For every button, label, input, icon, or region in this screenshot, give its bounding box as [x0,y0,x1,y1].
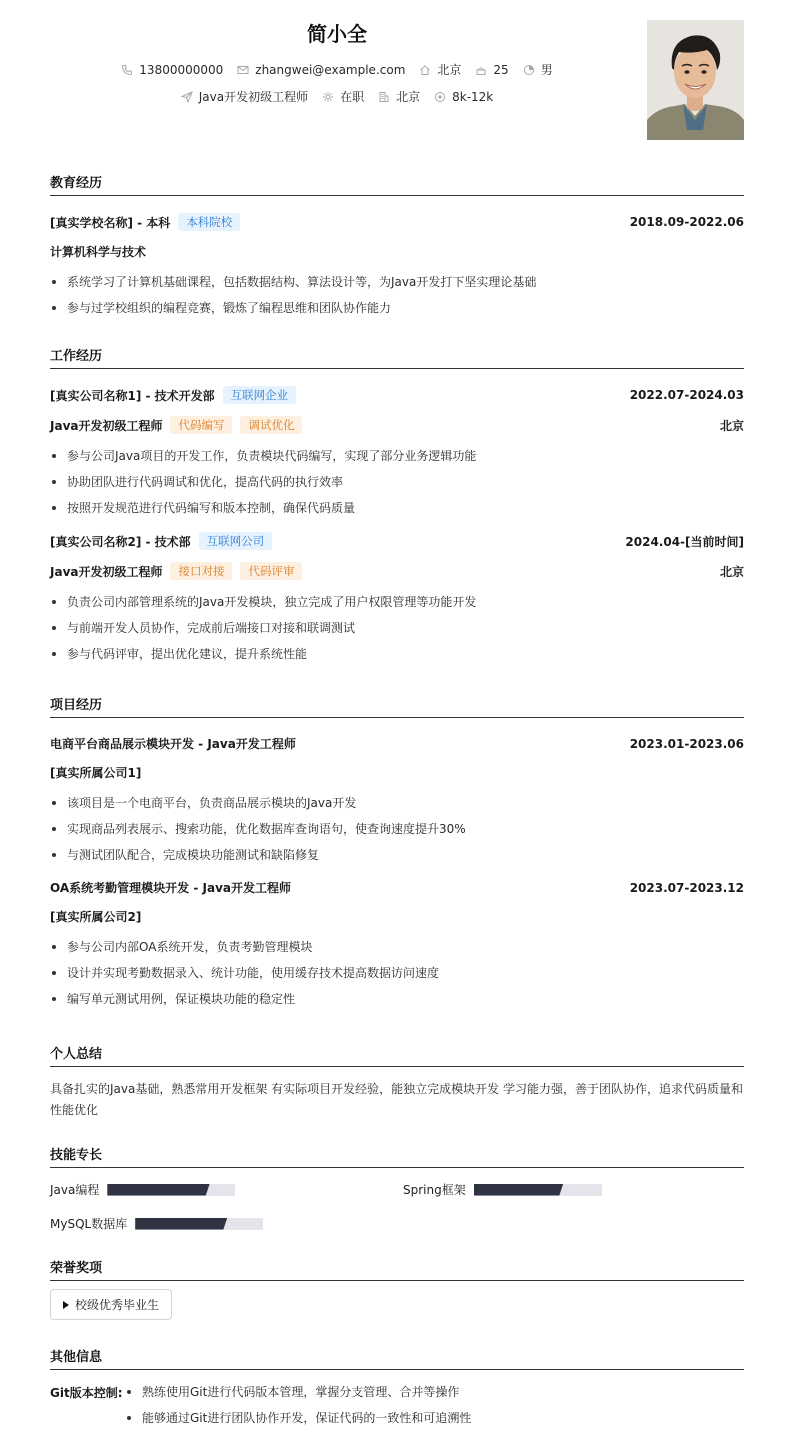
list-item: 能够通过Git进行团队协作开发，保证代码的一致性和可追溯性 [125,1410,744,1436]
work-bullets [50,594,744,672]
other-label: Git版本控制: [50,1386,123,1400]
skill-level-bar [107,1184,235,1196]
award-item[interactable] [50,1289,172,1320]
salary-info [434,90,493,104]
list-item: 按照开发规范进行代码编写和版本控制，确保代码质量 [50,500,744,526]
school-tag: 本科院校 [178,213,240,231]
list-item: 系统学习了计算机基础课程，包括数据结构、算法设计等，为Java开发打下坚实理论基础 [50,274,744,300]
list-item: 熟练使用Git进行代码版本管理，掌握分支管理、合并等操作 [125,1384,744,1410]
city-info [419,61,461,78]
skill-name: MySQL数据库 [50,1217,128,1231]
summary-text: 具备扎实的Java基础，熟悉常用开发框架 有实际项目开发经验，能独立完成模块开发 学习能力强，善于团队协作，追求代码质量和性能优化 [50,1082,743,1117]
skill-name: Java编程 [50,1183,100,1197]
company-tag: 互联网企业 [223,386,297,404]
status-info [322,88,364,105]
other-title: 其他信息 [50,1346,744,1370]
list-item: 参与代码评审，提出优化建议，提升系统性能 [50,646,744,672]
skill-tag: 接口对接 [170,562,232,580]
skill-item [50,1181,235,1198]
skill-tag: 代码编写 [170,416,232,434]
summary-section [50,1043,744,1121]
award-name: 校级优秀毕业生 [75,1298,160,1312]
work-location: 北京 [719,564,744,579]
job-text: Java开发初级工程师 [198,90,309,104]
skill-tag: 代码评审 [240,562,302,580]
project-name: OA系统考勤管理模块开发 - Java开发工程师 [50,881,291,895]
project-date: 2023.07-2023.12 [629,880,744,895]
skills-title: 技能专长 [50,1144,744,1168]
job-info [181,88,308,105]
list-item: 编写单元测试用例，保证模块功能的稳定性 [50,991,744,1017]
education-title: 教育经历 [50,172,744,196]
home-icon [419,64,431,76]
school-name: [真实学校名称] - 本科 [50,215,171,230]
age-info [475,63,508,77]
list-item: 该项目是一个电商平台，负责商品展示模块的Java开发 [50,795,744,821]
education-bullets [50,274,744,326]
list-item: 负责公司内部管理系统的Java开发模块，独立完成了用户权限管理等功能开发 [50,594,744,620]
other-section [50,1346,744,1441]
work-title: 工作经历 [50,345,744,369]
cake-icon [475,64,487,76]
list-item: 与测试团队配合，完成模块功能测试和缺陷修复 [50,847,744,873]
skill-level-fill [135,1218,227,1230]
honors-section [50,1257,744,1327]
education-date: 2018.09-2022.06 [629,215,744,229]
coin-icon [434,91,446,103]
project-company: [真实所属公司2] [50,910,142,924]
mail-icon [237,64,249,76]
skill-level-fill [474,1184,564,1196]
project-company: [真实所属公司1] [50,766,142,780]
education-row [50,213,744,231]
list-item: 实现商品列表展示、搜索功能，优化数据库查询语句，使查询速度提升30% [50,821,744,847]
status-text: 在职 [340,90,365,104]
list-item: 参与公司Java项目的开发工作，负责模块代码编写，实现了部分业务逻辑功能 [50,448,744,474]
building-icon [378,91,390,103]
work-role-row [50,416,744,434]
role-name: Java开发初级工程师 [50,564,163,579]
project-company-row [50,764,744,781]
gender-text: 男 [540,63,553,77]
phone-info [121,63,223,77]
work-role-row [50,562,744,580]
contact-row [50,61,624,78]
skill-level-bar [474,1184,602,1196]
gender-info [523,61,553,78]
candidate-name: 简小全 [307,22,367,46]
target-city-text: 北京 [396,90,421,104]
project-row [50,879,744,896]
list-item: 参与公司内部OA系统开发，负责考勤管理模块 [50,939,744,965]
skill-item [403,1181,602,1198]
project-company-row [50,908,744,925]
work-section [50,345,744,672]
project-bullets [50,939,744,1017]
company-name: [真实公司名称1] - 技术开发部 [50,388,215,403]
project-bullets [50,795,744,873]
project-name: 电商平台商品展示模块开发 - Java开发工程师 [50,737,296,751]
major-row [50,243,744,260]
company-name: [真实公司名称2] - 技术部 [50,534,191,549]
skill-item [50,1215,263,1232]
work-bullets [50,448,744,526]
work-date: 2022.07-2024.03 [629,388,744,402]
salary-text: 8k-12k [452,89,494,104]
email-info [237,63,405,77]
age-text: 25 [493,62,509,77]
projects-section [50,694,744,1017]
send-icon [181,91,193,103]
honors-title: 荣誉奖项 [50,1257,744,1281]
list-item: 参与过学校组织的编程竞赛，锻炼了编程思维和团队协作能力 [50,300,744,326]
profile-photo [647,20,744,140]
list-item: 与前端开发人员协作，完成前后端接口对接和联调测试 [50,620,744,646]
phone-text: 13800000000 [139,62,224,77]
project-date: 2023.01-2023.06 [629,736,744,751]
major-name: 计算机科学与技术 [50,245,147,259]
summary-title: 个人总结 [50,1043,744,1067]
work-company-row [50,386,744,404]
skill-level-fill [107,1184,209,1196]
gear-icon [322,91,334,103]
projects-title: 项目经历 [50,694,744,718]
resume-page [50,0,744,1425]
skills-section [50,1144,744,1244]
skill-tag: 调试优化 [240,416,302,434]
list-item: 协助团队进行代码调试和优化，提高代码的执行效率 [50,474,744,500]
list-item: 设计并实现考勤数据录入、统计功能，使用缓存技术提高数据访问速度 [50,965,744,991]
skill-name: Spring框架 [403,1183,466,1197]
target-city-info [378,88,420,105]
work-company-row [50,532,744,550]
skill-level-bar [135,1218,263,1230]
phone-icon [121,64,133,76]
email-text: zhangwei@example.com [255,62,406,77]
work-location: 北京 [719,418,744,433]
project-row [50,735,744,752]
gender-icon [523,64,535,76]
city-text: 北京 [437,63,462,77]
caret-right-icon [63,1301,69,1309]
other-bullets [125,1384,744,1436]
work-date: 2024.04-[当前时间] [625,534,744,549]
job-row [50,88,624,105]
role-name: Java开发初级工程师 [50,418,163,433]
resume-header [50,0,744,150]
company-tag: 互联网公司 [199,532,273,550]
education-section [50,172,744,326]
